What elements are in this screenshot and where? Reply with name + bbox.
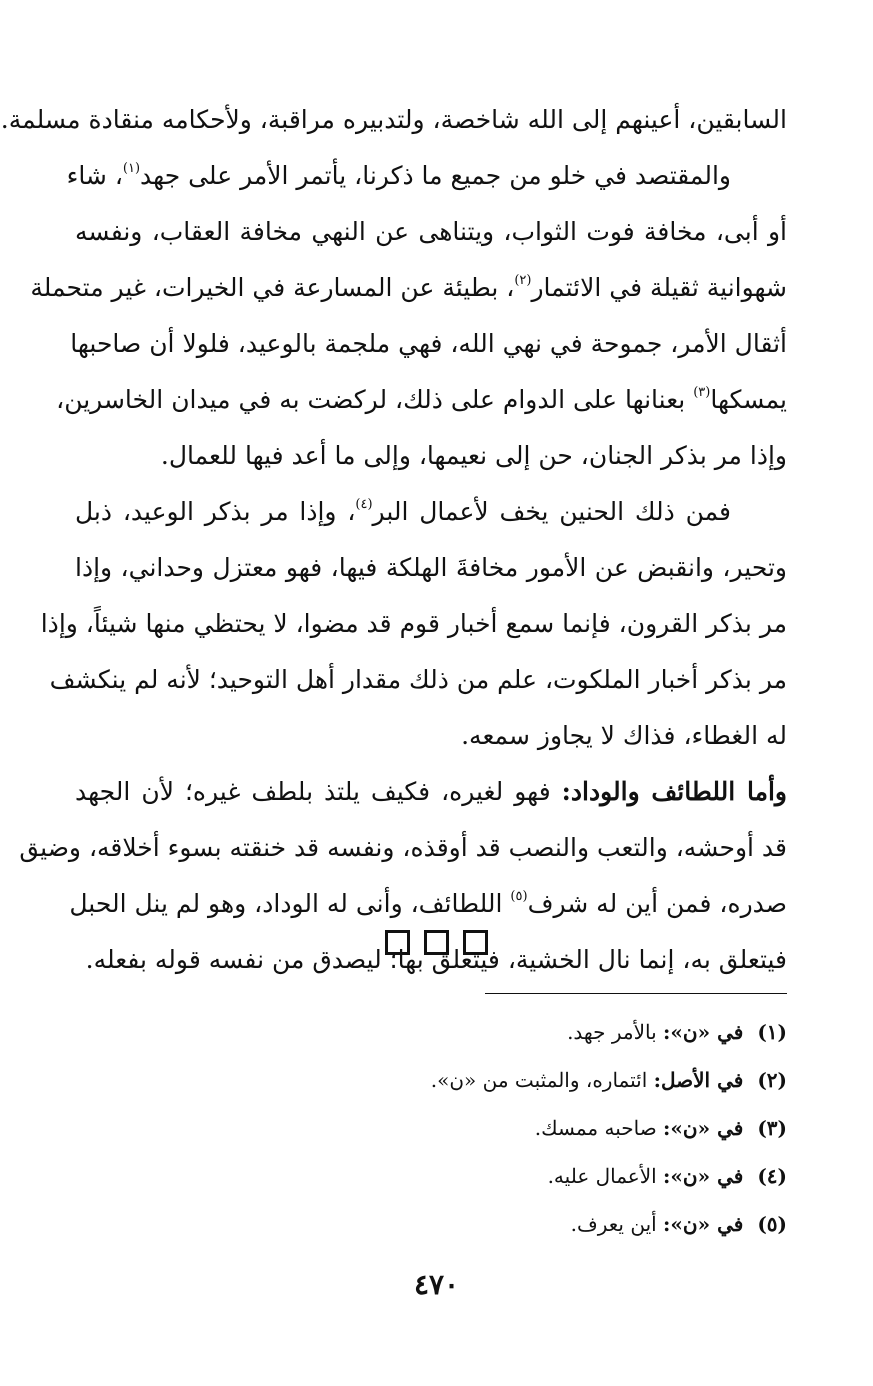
footnote-text: بالأمر جهد. [567,1020,664,1044]
text-line [19,820,787,876]
text-span: قد أوحشه، والتعب والنصب قد أوقذه، ونفسه قد خنقته بسوء أخلاقه، وضيق [19,833,787,862]
text-span: شهوانية ثقيلة في الائتمار [531,273,787,302]
text-line [66,148,787,204]
footnote-text: ائتماره، والمثبت من «ن». [430,1068,654,1092]
text-line [75,484,787,540]
footnote-item [300,1152,787,1200]
footnote-number: (٣) [757,1116,787,1140]
text-span: وإذا مر بذكر الجنان، حن إلى نعيمها، وإلى ما أعد فيها للعمال. [160,441,787,470]
text-span: وتحير، وانقبض عن الأمور مخافةَ الهلكة فيها، فهو معتزل وحداني، وإذا [75,553,787,582]
text-span: بعنانها على الدوام على ذلك، لركضت به في ميدان الخاسرين، [56,385,694,414]
text-line [0,92,787,148]
text-span: ، وإذا مر بذكر الوعيد، ذبل [75,497,356,526]
footnote-prefix: في «ن»: [663,1212,744,1236]
footnote-prefix: في «ن»: [663,1116,744,1140]
text-span: مر بذكر أخبار الملكوت، علم من ذلك مقدار أهل التوحيد؛ لأنه لم ينكشف [49,665,787,694]
text-span: فهو لغيره، فكيف يلتذ بلطف غيره؛ لأن الجهد [75,777,562,806]
body-text [0,92,787,988]
text-line [75,428,787,484]
text-line [30,260,787,316]
footnote-item [300,1104,787,1152]
text-line [40,596,787,652]
section-separator [0,930,873,959]
footnote-ref[interactable]: (٤) [355,497,373,512]
text-span: ، شاء [66,161,123,190]
text-span: ، بطيئة عن المسارعة في الخيرات، غير متحملة [30,273,515,302]
square-ornament-icon [424,930,449,955]
text-line [75,764,787,820]
text-line [56,372,787,428]
page-number: ٤٧٠ [413,1268,460,1301]
footnote-number: (٢) [757,1068,787,1092]
footnote-item [300,1200,787,1248]
footnote-ref[interactable]: (٥) [510,889,528,904]
footnote-divider [485,993,787,994]
footnote-text: أين يعرف. [570,1212,664,1236]
section-lead: وأما اللطائف والوداد: [561,777,787,806]
text-span: اللطائف، وأنى له الوداد، وهو لم ينل الحبل [69,889,511,918]
text-line [75,540,787,596]
text-line [75,708,787,764]
footnote-ref[interactable]: (١) [122,161,141,176]
text-line [49,652,787,708]
footnote-ref[interactable]: (٣) [693,385,711,400]
square-ornament-icon [385,930,410,955]
text-span: والمقتصد في خلو من جميع ما ذكرنا، يأتمر الأمر على جهد [140,161,731,190]
footnote-text: الأعمال عليه. [547,1164,664,1188]
text-span: مر بذكر القرون، فإنما سمع أخبار قوم قد مضوا، لا يحتظي منها شيئاً، وإذا [40,609,787,638]
square-ornament-icon [463,930,488,955]
text-span: فمن ذلك الحنين يخف لأعمال البر [372,497,731,526]
text-span: له الغطاء، فذاك لا يجاوز سمعه. [461,721,787,750]
footnote-ref[interactable]: (٢) [514,273,532,288]
text-span: أثقال الأمر، جموحة في نهي الله، فهي ملجمة بالوعيد، فلولا أن صاحبها [70,329,787,358]
footnote-number: (٤) [757,1164,787,1188]
footnote-prefix: في «ن»: [663,1164,744,1188]
footnotes [300,1008,787,1248]
footnote-number: (٥) [757,1212,787,1236]
text-line [75,204,787,260]
text-span: السابقين، أعينهم إلى الله شاخصة، ولتدبيره مراقبة، ولأحكامه منقادة مسلمة. [0,105,787,134]
footnote-item [300,1056,787,1104]
text-span: يمسكها [710,385,787,414]
text-span: أو أبى، مخافة فوت الثواب، ويتناهى عن النهي مخافة العقاب، ونفسه [75,217,787,246]
footnote-text: صاحبه ممسك. [534,1116,664,1140]
text-line [70,316,787,372]
footnote-prefix: في «ن»: [663,1020,744,1044]
text-span: صدره، فمن أين له شرف [527,889,787,918]
footnote-item [300,1008,787,1056]
footnote-number: (١) [757,1020,787,1044]
footnote-prefix: في الأصل: [653,1068,744,1092]
text-span: فيتعلق به، إنما نال الخشية، فيتعلق بها؛ ليصدق من نفسه قوله بفعله. [85,945,787,974]
text-line [69,876,787,932]
